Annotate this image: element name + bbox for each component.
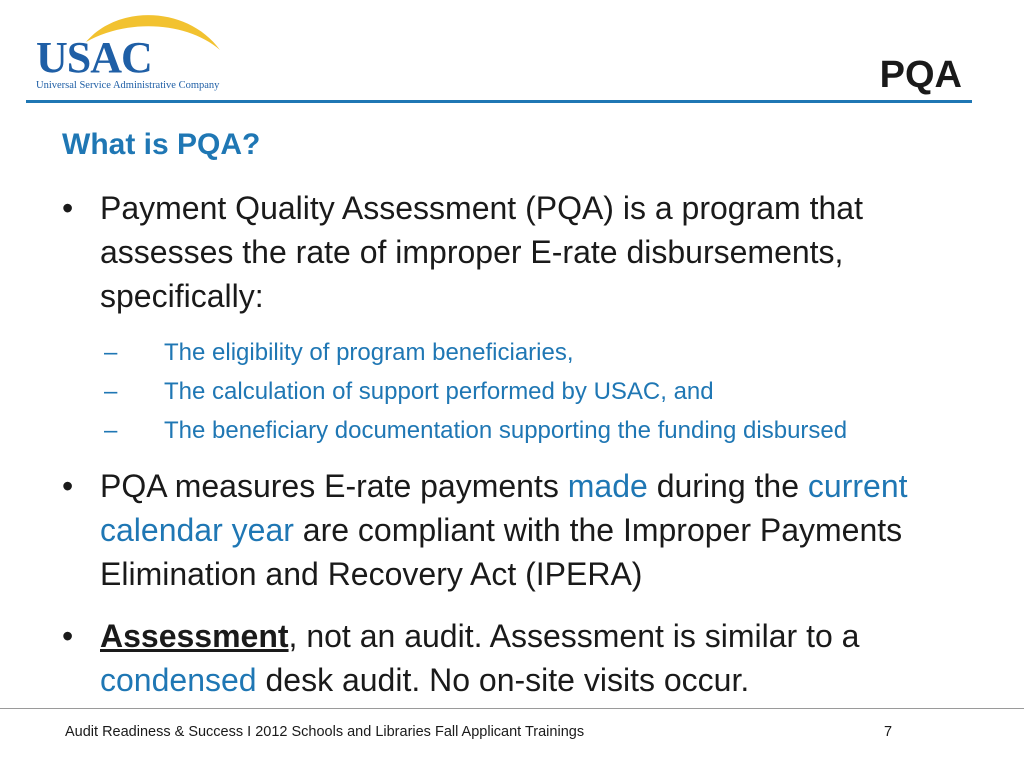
section-tag: PQA — [879, 54, 962, 96]
logo-subtitle: Universal Service Administrative Company — [36, 80, 220, 91]
dash-glyph: – — [104, 417, 118, 444]
text-run: are compliant with the Improper Payments Elimination and Recovery Act (IPERA) — [100, 512, 903, 592]
bullet-item — [62, 614, 962, 702]
highlight-condensed: condensed — [100, 662, 257, 698]
sub-item — [104, 333, 964, 372]
bullet-item — [62, 186, 962, 318]
logo-wordmark: USAC — [36, 33, 152, 82]
sub-item — [104, 372, 964, 411]
header-divider — [26, 100, 972, 103]
page-number: 7 — [884, 724, 893, 740]
text-run: desk audit. No on-site visits occur. — [256, 662, 750, 698]
bullet-text — [100, 614, 962, 702]
footer-text: Audit Readiness & Success I 2012 Schools and Libraries Fall Applicant Trainings — [65, 724, 585, 740]
bullet-text — [100, 464, 962, 596]
text-run: , not an audit. Assessment is similar to a — [288, 618, 860, 654]
highlight-current-calendar-year: current calendar year — [100, 468, 908, 548]
sub-item — [104, 411, 964, 450]
text-run: during the — [647, 468, 808, 504]
bullet-glyph: • — [62, 468, 74, 504]
footer-divider — [0, 708, 1024, 709]
text-run: PQA measures E-rate payments — [100, 468, 568, 504]
sub-item-text: The eligibility of program beneficiaries, — [164, 339, 574, 366]
bullet-text: Payment Quality Assessment (PQA) is a program that assesses the rate of improper E-rate disbursements, specifically: — [100, 190, 863, 314]
sub-item-text: The calculation of support performed by USAC, and — [164, 378, 714, 405]
dash-glyph: – — [104, 339, 118, 366]
bullet-item — [62, 464, 962, 596]
emphasis-assessment: Assessment — [100, 618, 289, 654]
slide-heading: What is PQA? — [62, 128, 261, 161]
sub-item-text: The beneficiary documentation supporting the funding disbursed — [164, 417, 848, 444]
bullet-glyph: • — [62, 618, 74, 654]
highlight-made: made — [567, 468, 648, 504]
usac-logo — [28, 10, 228, 92]
bullet-glyph: • — [62, 190, 74, 226]
dash-glyph: – — [104, 378, 118, 405]
